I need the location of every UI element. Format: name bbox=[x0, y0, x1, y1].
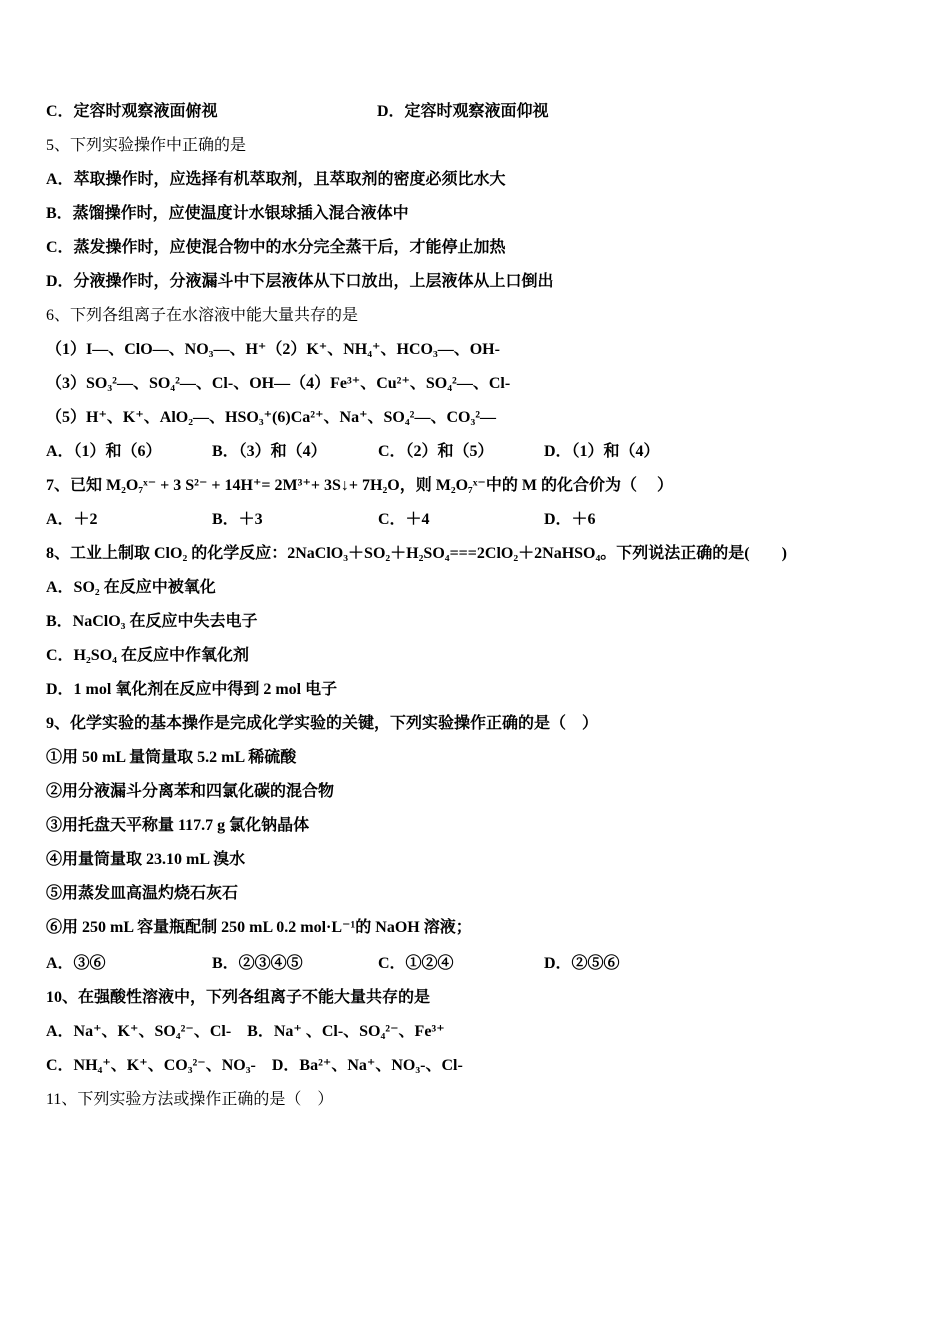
q5-option-b: B．蒸馏操作时，应使温度计水银球插入混合液体中 bbox=[46, 205, 409, 222]
q6-option-d: D．（1）和（4） bbox=[544, 443, 660, 460]
q9-item-5: ⑤用蒸发皿高温灼烧石灰石 bbox=[46, 885, 239, 902]
q10-options-ab: A．Na⁺、K⁺、SO₄²⁻、Cl- B．Na⁺ 、Cl-、SO₄²⁻、Fe³⁺ bbox=[46, 1023, 445, 1040]
q7-option-c: C．＋4 bbox=[378, 511, 430, 528]
q7-options-row bbox=[46, 503, 910, 537]
q9-item-4: ④用量筒量取 23.10 mL 溴水 bbox=[46, 851, 246, 868]
q7-option-b: B．＋3 bbox=[212, 511, 263, 528]
q5-stem: 5、下列实验操作中正确的是 bbox=[46, 137, 247, 154]
q7-option-a: A．＋2 bbox=[46, 511, 98, 528]
q8-option-c: C．H₂SO₄ 在反应中作氧化剂 bbox=[46, 647, 249, 664]
q6-option-b: B．（3）和（4） bbox=[212, 443, 327, 460]
q6-option-c: C．（2）和（5） bbox=[378, 443, 494, 460]
q7-option-d: D．＋6 bbox=[544, 511, 596, 528]
q8-stem: 8、工业上制取 ClO₂ 的化学反应：2NaClO₃＋SO₂＋H₂SO₄===2ClO₂＋2NaHSO₄。下列说法正确的是( ) bbox=[46, 545, 787, 562]
q6-group-line-1: （1）I—、ClO—、NO₃—、H⁺（2）K⁺、NH₄⁺、HCO₃—、OH- bbox=[46, 341, 500, 358]
q8-option-b: B．NaClO₃ 在反应中失去电子 bbox=[46, 613, 258, 630]
q9-option-a: A．③⑥ bbox=[46, 955, 106, 972]
q4-option-c: C．定容时观察液面俯视 bbox=[46, 103, 218, 120]
q9-item-3: ③用托盘天平称量 117.7 g 氯化钠晶体 bbox=[46, 817, 310, 834]
q5-option-a: A．萃取操作时，应选择有机萃取剂，且萃取剂的密度必须比水大 bbox=[46, 171, 506, 188]
q10-options-cd: C．NH₄⁺、K⁺、CO₃²⁻、NO₃- D．Ba²⁺、Na⁺、NO₃-、Cl- bbox=[46, 1057, 463, 1074]
q8-option-d: D．1 mol 氧化剂在反应中得到 2 mol 电子 bbox=[46, 681, 338, 698]
q9-option-b: B．②③④⑤ bbox=[212, 955, 303, 972]
q5-option-d: D．分液操作时，分液漏斗中下层液体从下口放出，上层液体从上口倒出 bbox=[46, 273, 554, 290]
q9-stem: 9、化学实验的基本操作是完成化学实验的关键，下列实验操作正确的是（ ） bbox=[46, 715, 599, 732]
q8-option-a: A．SO₂ 在反应中被氧化 bbox=[46, 579, 216, 596]
q6-group-line-3: （5）H⁺、K⁺、AlO₂—、HSO₃⁺(6)Ca²⁺、Na⁺、SO₄²—、CO₃²— bbox=[46, 409, 497, 426]
q9-item-2: ②用分液漏斗分离苯和四氯化碳的混合物 bbox=[46, 783, 335, 800]
q9-item-1: ①用 50 mL 量筒量取 5.2 mL 稀硫酸 bbox=[46, 749, 297, 766]
q9-option-d: D．②⑤⑥ bbox=[544, 955, 620, 972]
q6-options-row bbox=[46, 435, 910, 469]
q11-stem: 11、下列实验方法或操作正确的是（ ） bbox=[46, 1091, 334, 1108]
q6-option-a: A．（1）和（6） bbox=[46, 443, 162, 460]
q6-stem: 6、下列各组离子在水溶液中能大量共存的是 bbox=[46, 307, 359, 324]
q4-option-d: D．定容时观察液面仰视 bbox=[377, 103, 549, 120]
q6-group-line-2: （3）SO₃²—、SO₄²—、Cl-、OH—（4）Fe³⁺、Cu²⁺、SO₄²—、Cl- bbox=[46, 375, 511, 392]
q5-option-c: C．蒸发操作时，应使混合物中的水分完全蒸干后，才能停止加热 bbox=[46, 239, 506, 256]
q9-option-c: C．①②④ bbox=[378, 955, 454, 972]
q7-stem: 7、已知 M₂O₇ˣ⁻ + 3 S²⁻ + 14H⁺= 2M³⁺+ 3S↓+ 7H₂O，则 M₂O₇ˣ⁻中的 M 的化合价为（ ） bbox=[46, 477, 673, 494]
q9-options-row bbox=[46, 947, 910, 981]
q10-stem: 10、在强酸性溶液中，下列各组离子不能大量共存的是 bbox=[46, 989, 431, 1006]
q4-options-row bbox=[46, 95, 910, 129]
q9-item-6: ⑥用 250 mL 容量瓶配制 250 mL 0.2 mol·L⁻¹的 NaOH 溶液； bbox=[46, 919, 472, 936]
